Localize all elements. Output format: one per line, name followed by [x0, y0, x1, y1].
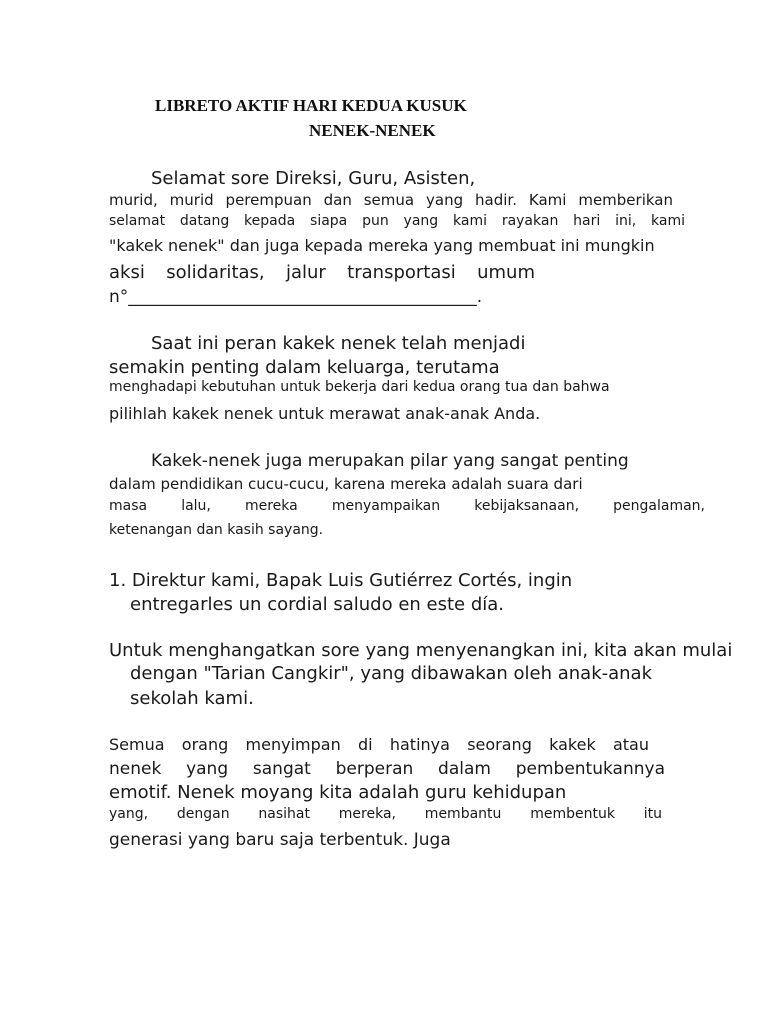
p2-line-1: Saat ini peran kakek nenek telah menjadi — [151, 333, 526, 354]
p1-line-1: Selamat sore Direksi, Guru, Asisten, — [151, 168, 476, 189]
p6-line-3: emotif. Nenek moyang kita adalah guru kehidupan — [109, 782, 567, 803]
p4-line-1: 1. Direktur kami, Bapak Luis Gutiérrez Cortés, ingin — [109, 570, 573, 591]
p1-line-3: selamat datang kepada siapa pun yang kami rayakan hari ini, kami — [109, 213, 685, 229]
p2-line-2: semakin penting dalam keluarga, terutama — [109, 357, 500, 378]
p2-line-4: pilihlah kakek nenek untuk merawat anak-anak Anda. — [109, 404, 541, 423]
p5-line-1: Untuk menghangatkan sore yang menyenangkan ini, kita akan mulai — [109, 640, 733, 661]
p6-line-2: nenek yang sangat berperan dalam pembentukannya — [109, 759, 665, 779]
p5-line-3: sekolah kami. — [130, 688, 254, 709]
p2-line-3: menghadapi kebutuhan untuk bekerja dari kedua orang tua dan bahwa — [109, 379, 610, 395]
p1-line-2: murid, murid perempuan dan semua yang hadir. Kami memberikan — [109, 191, 673, 209]
p3-line-4: ketenangan dan kasih sayang. — [109, 522, 324, 538]
p1-line-6: n°_________________________________________. — [109, 287, 483, 307]
document-title-line-1: LIBRETO AKTIF HARI KEDUA KUSUK — [155, 96, 467, 115]
p6-line-5: generasi yang baru saja terbentuk. Juga — [109, 830, 451, 850]
document-title-line-2: NENEK-NENEK — [309, 121, 436, 140]
p4-line-2: entregarles un cordial saludo en este día. — [130, 594, 505, 615]
p6-line-1: Semua orang menyimpan di hatinya seorang kakek atau — [109, 735, 649, 754]
p3-line-1: Kakek-nenek juga merupakan pilar yang sangat penting — [151, 451, 629, 471]
p1-line-4: "kakek nenek" dan juga kepada mereka yang membuat ini mungkin — [109, 236, 655, 255]
p5-line-2: dengan "Tarian Cangkir", yang dibawakan oleh anak-anak — [130, 663, 652, 684]
p3-line-3: masa lalu, mereka menyampaikan kebijaksanaan, pengalaman, — [109, 498, 705, 514]
p6-line-4: yang, dengan nasihat mereka, membantu membentuk itu — [109, 806, 662, 822]
p1-line-5: aksi solidaritas, jalur transportasi umum — [109, 262, 535, 283]
p3-line-2: dalam pendidikan cucu-cucu, karena mereka adalah suara dari — [109, 475, 583, 493]
